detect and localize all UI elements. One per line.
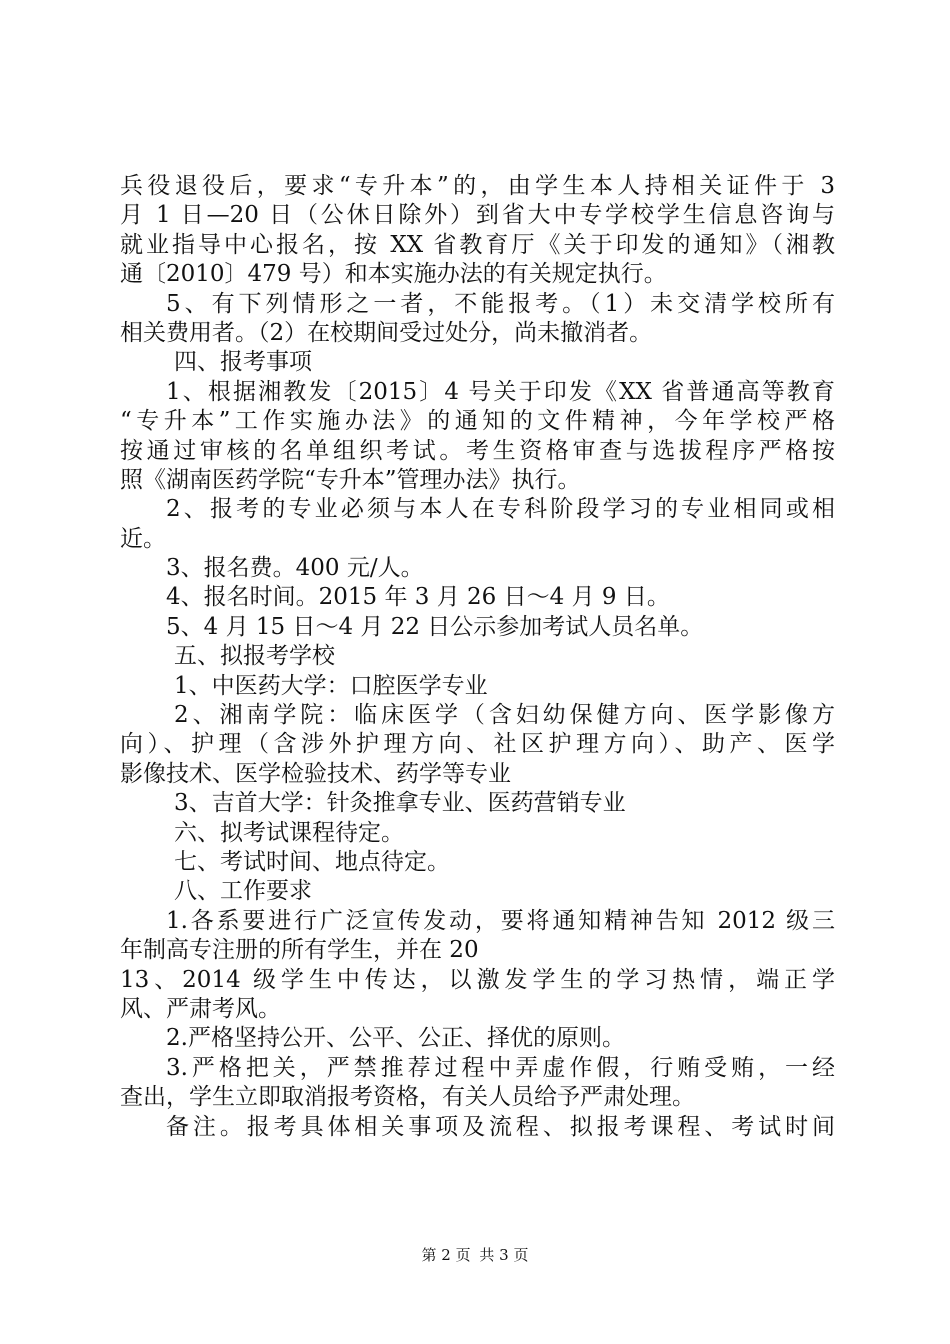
text-line: 5、4 月 15 日～4 月 22 日公示参加考试人员名单。 [166, 613, 704, 640]
text-line: 兵役退役后，要求“专升本”的，由学生本人持相关证件于 3 [120, 173, 835, 199]
text-line: 3、报名费。400 元/人。 [166, 555, 424, 582]
text-line: 照《湖南医药学院“专升本”管理办法》执行。 [120, 466, 581, 493]
text-line: 就业指导中心报名，按 XX 省教育厅《关于印发的通知》（湘教 [120, 231, 835, 258]
text-line: “专升本”工作实施办法》的通知的文件精神，今年学校严格 [120, 408, 835, 435]
text-line: 2、湘南学院：临床医学（含妇幼保健方向、医学影像方 [174, 702, 835, 729]
text-line: 向）、护理（含涉外护理方向、社区护理方向）、助产、医学 [120, 731, 835, 758]
section-heading: 八、工作要求 [174, 878, 312, 905]
text-line: 按通过审核的名单组织考试。考生资格审查与选拔程序严格按 [120, 437, 835, 464]
page-footer [0, 1244, 950, 1265]
text-line: 2、报考的专业必须与本人在专科阶段学习的专业相同或相 [166, 496, 835, 523]
text-line: 13、2014 级学生中传达，以激发学生的学习热情，端正学 [120, 966, 835, 993]
text-line: 查出，学生立即取消报考资格，有关人员给予严肃处理。 [120, 1084, 695, 1111]
text-line: 风、严肃考风。 [120, 995, 281, 1022]
text-line: 相关费用者。（2）在校期间受过处分，尚未撤消者。 [120, 319, 653, 346]
text-line: 月 1 日—20 日（公休日除外）到省大中专学校学生信息咨询与 [120, 202, 835, 229]
text-line: 3、吉首大学：针灸推拿专业、医药营销专业 [174, 790, 626, 817]
section-heading: 五、拟报考学校 [174, 643, 335, 670]
section-heading: 六、拟考试课程待定。 [174, 819, 404, 846]
text-line: 影像技术、医学检验技术、药学等专业 [120, 760, 511, 787]
text-line: 3.严格把关，严禁推荐过程中弄虚作假，行贿受贿，一经 [166, 1054, 835, 1081]
text-line: 5、有下列情形之一者，不能报考。（1）未交清学校所有 [166, 290, 835, 317]
text-line: 2.严格坚持公开、公平、公正、择优的原则。 [166, 1025, 625, 1052]
section-heading: 七、考试时间、地点待定。 [174, 848, 450, 875]
text-line: 4、报名时间。2015 年 3 月 26 日～4 月 9 日。 [166, 584, 670, 611]
text-line: 通〔2010〕479 号）和本实施办法的有关规定执行。 [120, 261, 667, 288]
page-total: 共 3 页 [479, 1246, 529, 1264]
text-line: 备注。报考具体相关事项及流程、拟报考课程、考试时间 [166, 1113, 835, 1140]
text-line: 1、中医药大学：口腔医学专业 [174, 672, 488, 699]
page-number: 第 2 页 [421, 1246, 471, 1264]
text-line: 1、根据湘教发〔2015〕4 号关于印发《XX 省普通高等教育 [166, 378, 835, 405]
section-heading: 四、报考事项 [174, 349, 312, 376]
text-line: 1.各系要进行广泛宣传发动，要将通知精神告知 2012 级三 [166, 907, 835, 934]
text-line: 近。 [120, 525, 166, 552]
text-line: 年制高专注册的所有学生，并在 20 [120, 937, 479, 964]
document-body [120, 172, 835, 1142]
